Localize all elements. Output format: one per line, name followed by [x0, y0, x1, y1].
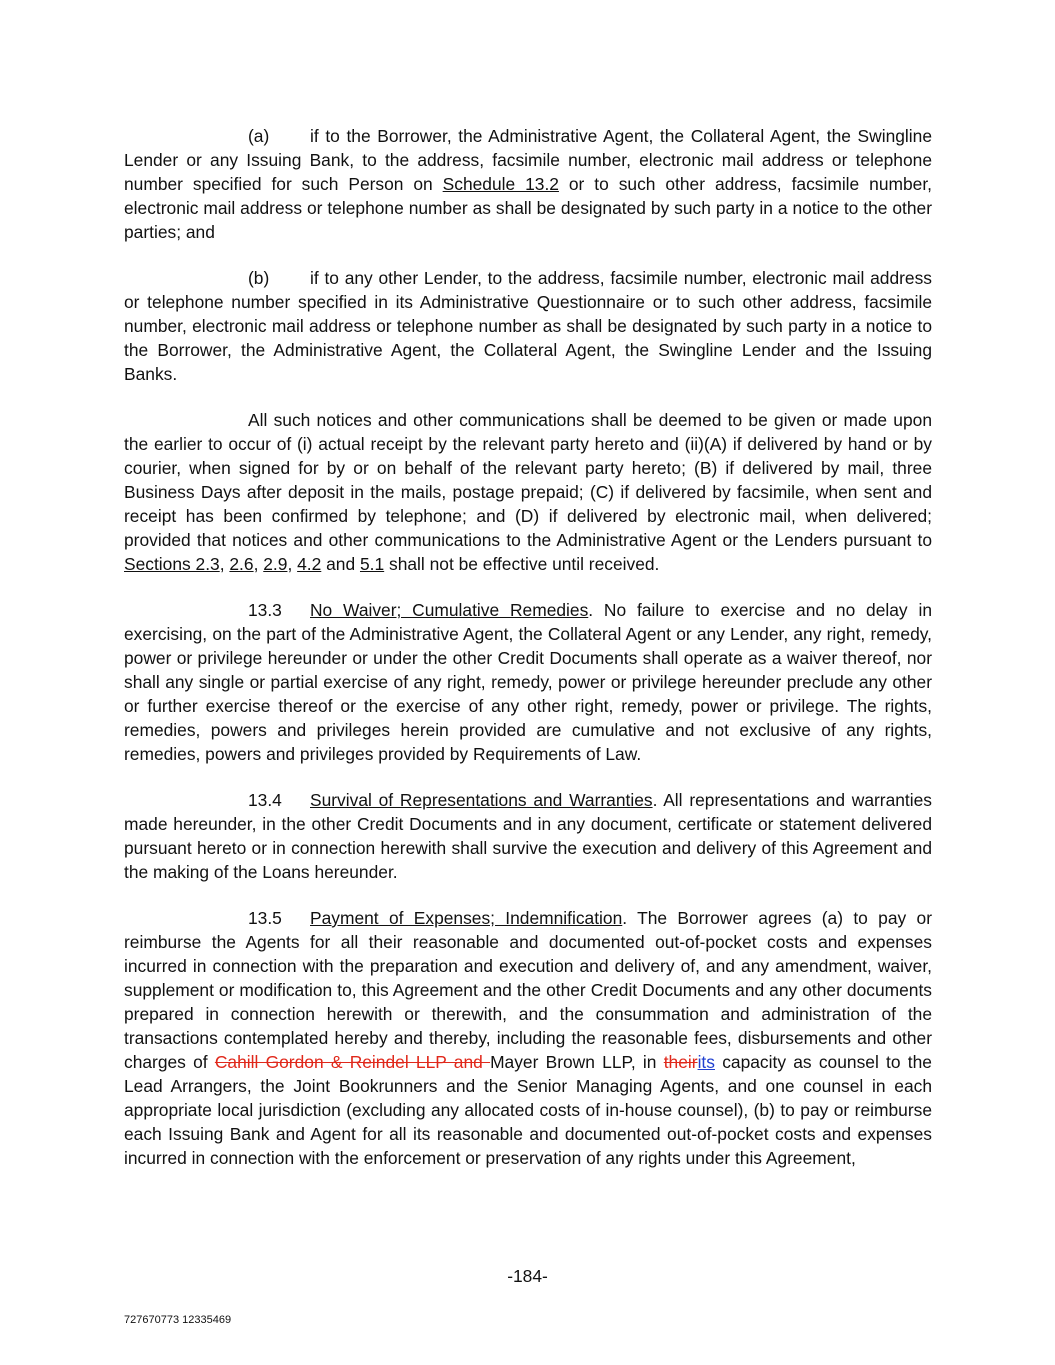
document-page [124, 124, 932, 1192]
section-reference-2-6[interactable]: 2.6 [229, 554, 254, 574]
paragraph-b-label: (b) [248, 268, 270, 288]
section-13-4-number: 13.4 [248, 790, 282, 810]
paragraph-b-text: if to any other Lender, to the address, facsimile number, electronic mail address or telephone number specified in its Administrative Questionnaire or to such other address, facsimile number, electronic mail address or telephone number as shall be designated by such party in a notice to the Borrower, the Administrative Agent, the Collateral Agent, the Swingline Lender and the Issuing Banks. [124, 268, 932, 384]
notices-text1: All such notices and other communications shall be deemed to be given or made upon the earlier to occur of (i) actual receipt by the relevant party hereto and (ii)(A) if delivered by hand or by courier, when signed for by or on behalf of the relevant party hereto; (B) if delivered by mail, three Business Days after deposit in the mails, postage prepaid; (C) if delivered by facsimile, when sent and receipt has been confirmed by telephone; and (D) if delivered by electronic mail, when delivered; provided that notices and other communications to the Administrative Agent or the Lenders pursuant to [124, 410, 932, 550]
section-13-4-heading: Survival of Representations and Warranties [310, 790, 653, 810]
page-number: -184- [507, 1266, 548, 1286]
section-13-5-text3: capacity as counsel to the Lead Arrangers, the Joint Bookrunners and the Senior Managing Agents, and one counsel in each appropriate local jurisdiction (excluding any allocated costs of in-house counsel), (b) to pay or reimburse each Issuing Bank and Agent for all its reasonable and documented out-of-pocket costs and expenses incurred in connection with the enforcement or preservation of any rights under this Agreement, [124, 1052, 932, 1168]
section-13-3-number: 13.3 [248, 600, 282, 620]
paragraph-b [124, 266, 932, 386]
section-13-5-text2: Mayer Brown LLP, in [490, 1052, 664, 1072]
notices-sep4: and [321, 554, 360, 574]
section-13-5-number: 13.5 [248, 908, 282, 928]
paragraph-a [124, 124, 932, 244]
notices-text2: shall not be effective until received. [384, 554, 660, 574]
section-13-5-heading: Payment of Expenses; Indemnification [310, 908, 623, 928]
deleted-text-their: their [663, 1052, 698, 1072]
section-13-5-text1: . The Borrower agrees (a) to pay or reimburse the Agents for all their reasonable and documented out-of-pocket costs and expenses incurred in connection with the preparation and execution and delivery of, and any amendment, waiver, supplement or modification to, this Agreement and the other Credit Documents and any other documents prepared in connection herewith or therewith, and the consummation and administration of the transactions contemplated hereby and thereby, including the reasonable fees, disbursements and other charges of [124, 908, 932, 1072]
schedule-reference-link[interactable]: Schedule 13.2 [442, 174, 559, 194]
deleted-text-cahill: Cahill Gordon & Reindel LLP and [214, 1052, 491, 1072]
section-reference-2-3[interactable]: Sections 2.3 [124, 554, 220, 574]
paragraph-a-text2: or to such other address, facsimile number, electronic mail address or telephone number as shall be designated by such party in a notice to the other parties; and [124, 174, 932, 242]
paragraph-a-label: (a) [248, 126, 270, 146]
notices-paragraph [124, 408, 932, 576]
paragraph-a-text1: if to the Borrower, the Administrative Agent, the Collateral Agent, the Swingline Lender or any Issuing Bank, to the address, facsimile number, electronic mail address or telephone number specified for such Person on [124, 126, 932, 194]
notices-sep1: , [219, 554, 230, 574]
section-13-5 [124, 906, 932, 1170]
inserted-text-its: its [697, 1052, 715, 1072]
notices-sep3: , [287, 554, 298, 574]
section-reference-4-2[interactable]: 4.2 [297, 554, 322, 574]
section-13-4-text: . All representations and warranties made hereunder, in the other Credit Documents and in any document, certificate or statement delivered pursuant hereto or in connection herewith shall survive the execution and delivery of this Agreement and the making of the Loans hereunder. [124, 790, 932, 882]
section-13-4 [124, 788, 932, 884]
section-reference-5-1[interactable]: 5.1 [359, 554, 385, 574]
section-13-3 [124, 598, 932, 766]
document-id: 727670773 12335469 [124, 1314, 232, 1326]
section-reference-2-9[interactable]: 2.9 [263, 554, 288, 574]
section-13-3-text: . No failure to exercise and no delay in exercising, on the part of the Administrative Agent, the Collateral Agent or any Lender, any right, remedy, power or privilege hereunder or under the other Credit Documents shall operate as a waiver thereof, nor shall any single or partial exercise of any right, remedy, power or privilege hereunder preclude any other or further exercise thereof or the exercise of any other right, remedy, power or privilege. The rights, remedies, powers and privileges herein provided are cumulative and not exclusive of any rights, remedies, powers and privileges provided by Requirements of Law. [124, 600, 932, 764]
notices-sep2: , [253, 554, 264, 574]
section-13-3-heading: No Waiver; Cumulative Remedies [310, 600, 589, 620]
